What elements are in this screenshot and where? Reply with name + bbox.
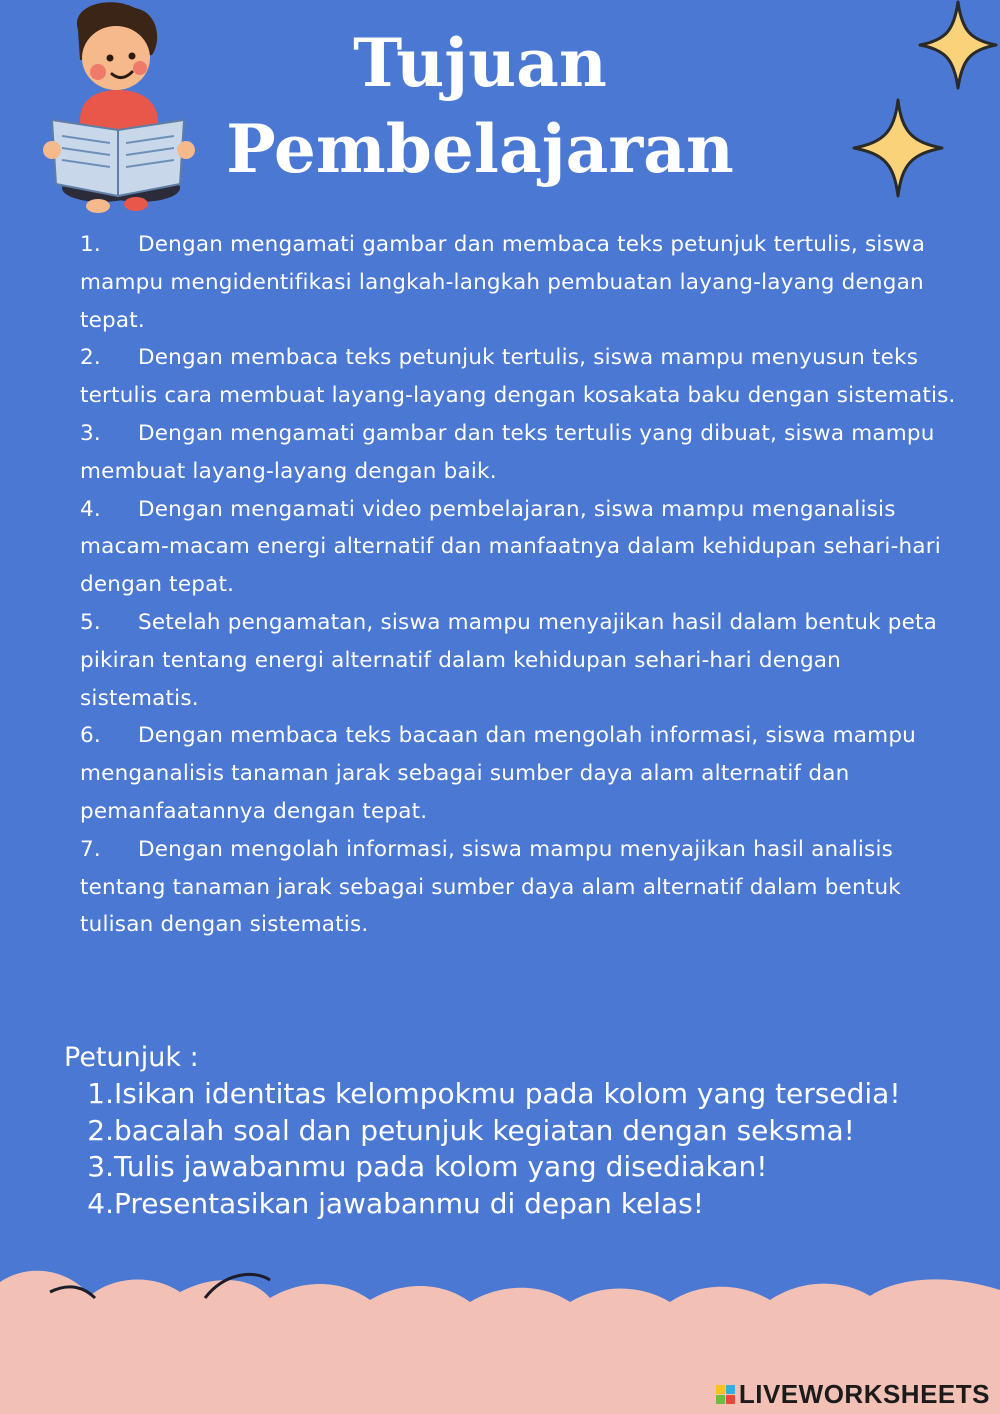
instruction-item	[86, 1186, 916, 1223]
page-title	[200, 20, 760, 192]
instruction-item	[86, 1149, 916, 1186]
objective-number: 1.	[80, 232, 101, 257]
objective-text: Dengan mengamati gambar dan teks tertulis yang dibuat, siswa mampu membuat layang-layang dengan baik.	[80, 420, 935, 484]
title-line-2: Pembelajaran	[226, 110, 734, 188]
objective-text: Dengan membaca teks petunjuk tertulis, siswa mampu menyusun teks tertulis cara membuat layang-layang dengan kosakata baku dengan sistematis.	[80, 345, 956, 409]
objective-number: 7.	[80, 836, 101, 862]
liveworksheets-logo-icon	[716, 1385, 735, 1404]
objective-number: 5.	[80, 609, 101, 635]
objective-text: Setelah pengamatan, siswa mampu menyajikan hasil dalam bentuk peta pikiran tentang energi alternatif dalam kehidupan sehari-hari dengan sistematis.	[80, 609, 938, 711]
objective-text: Dengan mengamati gambar dan membaca teks petunjuk tertulis, siswa mampu mengidentifikasi langkah-langkah pembuatan layang-layang dengan tepat.	[80, 232, 926, 333]
instructions-heading: Petunjuk :	[64, 1042, 199, 1073]
child-reading-book-icon	[40, 0, 200, 220]
instruction-text: bacalah soal dan petunjuk kegiatan dengan seksma!	[114, 1113, 855, 1147]
sparkle-star-icon	[852, 98, 944, 198]
instruction-item	[86, 1113, 916, 1150]
instruction-text: Presentasikan jawabanmu di depan kelas!	[114, 1186, 704, 1220]
instruction-text: Isikan identitas kelompokmu pada kolom yang tersedia!	[114, 1077, 901, 1110]
title-line-1: Tujuan	[353, 24, 607, 102]
sparkle-star-icon	[918, 0, 998, 90]
learning-objectives-list	[80, 226, 960, 944]
instruction-number: 3.	[87, 1150, 114, 1183]
objective-number: 2.	[80, 345, 101, 371]
liveworksheets-logo	[716, 1380, 990, 1408]
objective-item	[80, 717, 960, 830]
objective-item	[80, 604, 960, 717]
objective-item	[80, 339, 960, 415]
objective-number: 4.	[80, 496, 101, 522]
instruction-number: 2.	[87, 1113, 114, 1147]
objective-item	[80, 491, 960, 604]
instruction-text: Tulis jawabanmu pada kolom yang disediakan!	[114, 1150, 768, 1183]
objective-number: 3.	[80, 420, 101, 446]
objective-number: 6.	[80, 723, 101, 749]
objective-text: Dengan mengamati video pembelajaran, siswa mampu menganalisis macam-macam energi alternatif dan manfaatnya dalam kehidupan sehari-hari dengan tepat.	[80, 496, 941, 598]
instruction-number: 4.	[87, 1186, 114, 1220]
objective-item	[80, 831, 960, 944]
objective-item	[80, 415, 960, 491]
instruction-number: 1.	[87, 1077, 114, 1110]
objective-text: Dengan membaca teks bacaan dan mengolah informasi, siswa mampu menganalisis tanaman jarak sebagai sumber daya alam alternatif dan pemanfaatannya dengan tepat.	[80, 723, 917, 824]
instructions-list	[86, 1076, 916, 1222]
logo-text: LIVEWORKSHEETS	[738, 1378, 990, 1409]
instruction-item	[86, 1076, 916, 1113]
objective-text: Dengan mengolah informasi, siswa mampu menyajikan hasil analisis tentang tanaman jarak sebagai sumber daya alam alternatif dalam bentuk tulisan dengan sistematis.	[80, 836, 901, 938]
objective-item	[80, 226, 960, 339]
